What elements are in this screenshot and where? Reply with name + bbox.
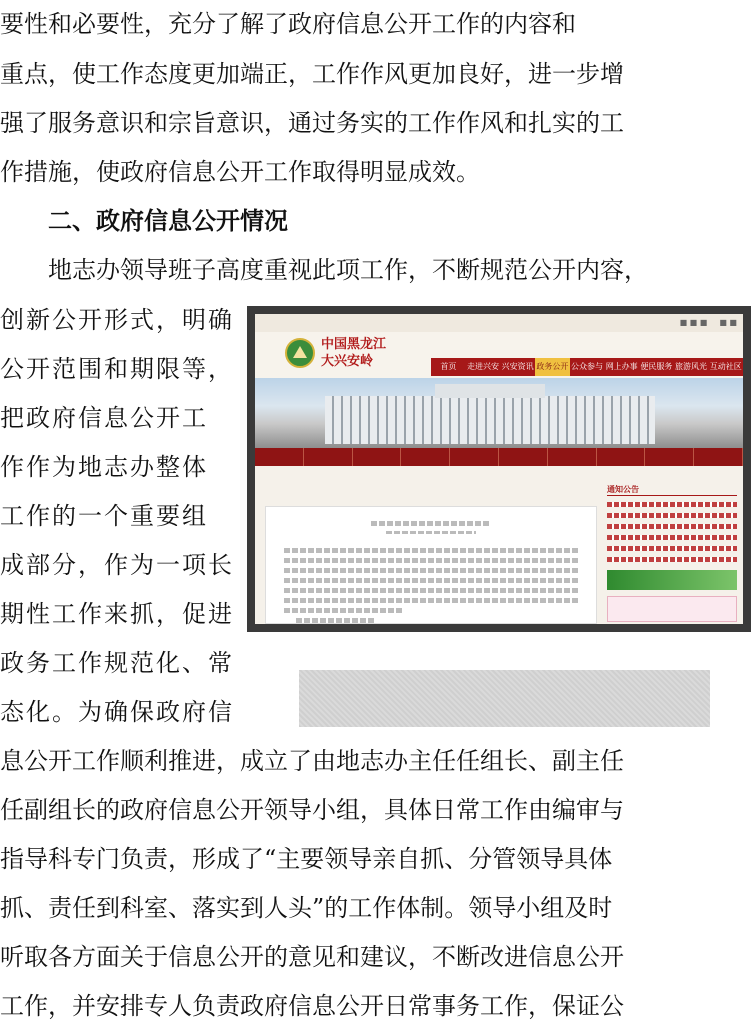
paragraph2-wrapped-line-4: 作作为地志办整体 — [0, 453, 208, 481]
paragraph2-wrapped-line-8: 政务工作规范化、常 — [0, 649, 234, 677]
nav-item: 走进兴安 — [467, 362, 499, 371]
announcement-heading: 通知公告 — [607, 484, 737, 496]
paragraph2-wrapped-line-3: 把政府信息公开工 — [0, 404, 208, 432]
image-caption-placeholder — [299, 670, 710, 727]
nav-item-active: 政务公开 — [535, 358, 570, 376]
paragraph2-wrapped-line-2: 公开范围和期限等， — [0, 355, 234, 383]
paragraph1-line-2: 重点，使工作态度更加端正，工作作风更加良好，进一步增 — [0, 60, 624, 88]
site-name-line1: 中国黑龙江 — [321, 337, 387, 352]
section-heading: 二、政府信息公开情况 — [48, 207, 288, 235]
website-header — [255, 332, 743, 378]
building-banner-image — [255, 378, 743, 448]
paragraph2-line-rest-4: 抓、责任到科室、落实到人头”的工作体制。领导小组及时 — [0, 894, 613, 922]
paragraph2-line-rest-5: 听取各方面关于信息公开的意见和建议，不断改进信息公开 — [0, 943, 624, 971]
paragraph2-wrapped-line-9: 态化。为确保政府信 — [0, 698, 234, 726]
government-building — [325, 396, 655, 444]
website-article — [265, 506, 597, 624]
paragraph2-line-rest-3: 指导科专门负责，形成了“主要领导亲自抓、分管领导具体 — [0, 845, 613, 873]
paragraph2-wrapped-line-6: 成部分，作为一项长 — [0, 551, 234, 579]
pink-banner — [607, 596, 737, 622]
website-submenu — [255, 448, 743, 466]
nav-item: 兴安资讯 — [501, 362, 534, 371]
site-name-line2: 大兴安岭 — [321, 354, 374, 369]
paragraph1-line-1: 要性和必要性，充分了解了政府信息公开工作的内容和 — [0, 10, 576, 38]
nav-item: 便民服务 — [640, 362, 673, 371]
website-topbar: ■ ■ ■ ■ ■ — [255, 314, 743, 332]
paragraph2-first-line: 地志办领导班子高度重视此项工作，不断规范公开内容， — [48, 256, 648, 284]
nav-item: 互动社区 — [709, 362, 742, 371]
paragraph2-wrapped-line-7: 期性工作来抓，促进 — [0, 600, 234, 628]
website-nav — [431, 358, 743, 376]
website-screenshot — [247, 306, 751, 632]
nav-item: 首页 — [440, 362, 457, 371]
paragraph1-line-4: 作措施，使政府信息公开工作取得明显成效。 — [0, 158, 480, 186]
paragraph2-line-rest-6: 工作，并安排专人负责政府信息公开日常事务工作，保证公 — [0, 992, 624, 1020]
paragraph2-line-rest-2: 任副组长的政府信息公开领导小组，具体日常工作由编审与 — [0, 796, 624, 824]
site-logo-icon — [285, 338, 315, 368]
site-name — [321, 336, 386, 370]
nav-item: 公众参与 — [571, 362, 604, 371]
nav-item: 网上办事 — [605, 362, 638, 371]
nav-item: 旅游风光 — [675, 362, 708, 371]
website-content — [255, 484, 743, 624]
paragraph2-wrapped-line-1: 创新公开形式，明确 — [0, 306, 234, 334]
green-banner — [607, 570, 737, 590]
paragraph2-line-rest-1: 息公开工作顺利推进，成立了由地志办主任任组长、副主任 — [0, 747, 624, 775]
paragraph2-wrapped-line-5: 工作的一个重要组 — [0, 502, 208, 530]
website-sidebar — [607, 484, 737, 624]
paragraph1-line-3: 强了服务意识和宗旨意识，通过务实的工作作风和扎实的工 — [0, 109, 624, 137]
